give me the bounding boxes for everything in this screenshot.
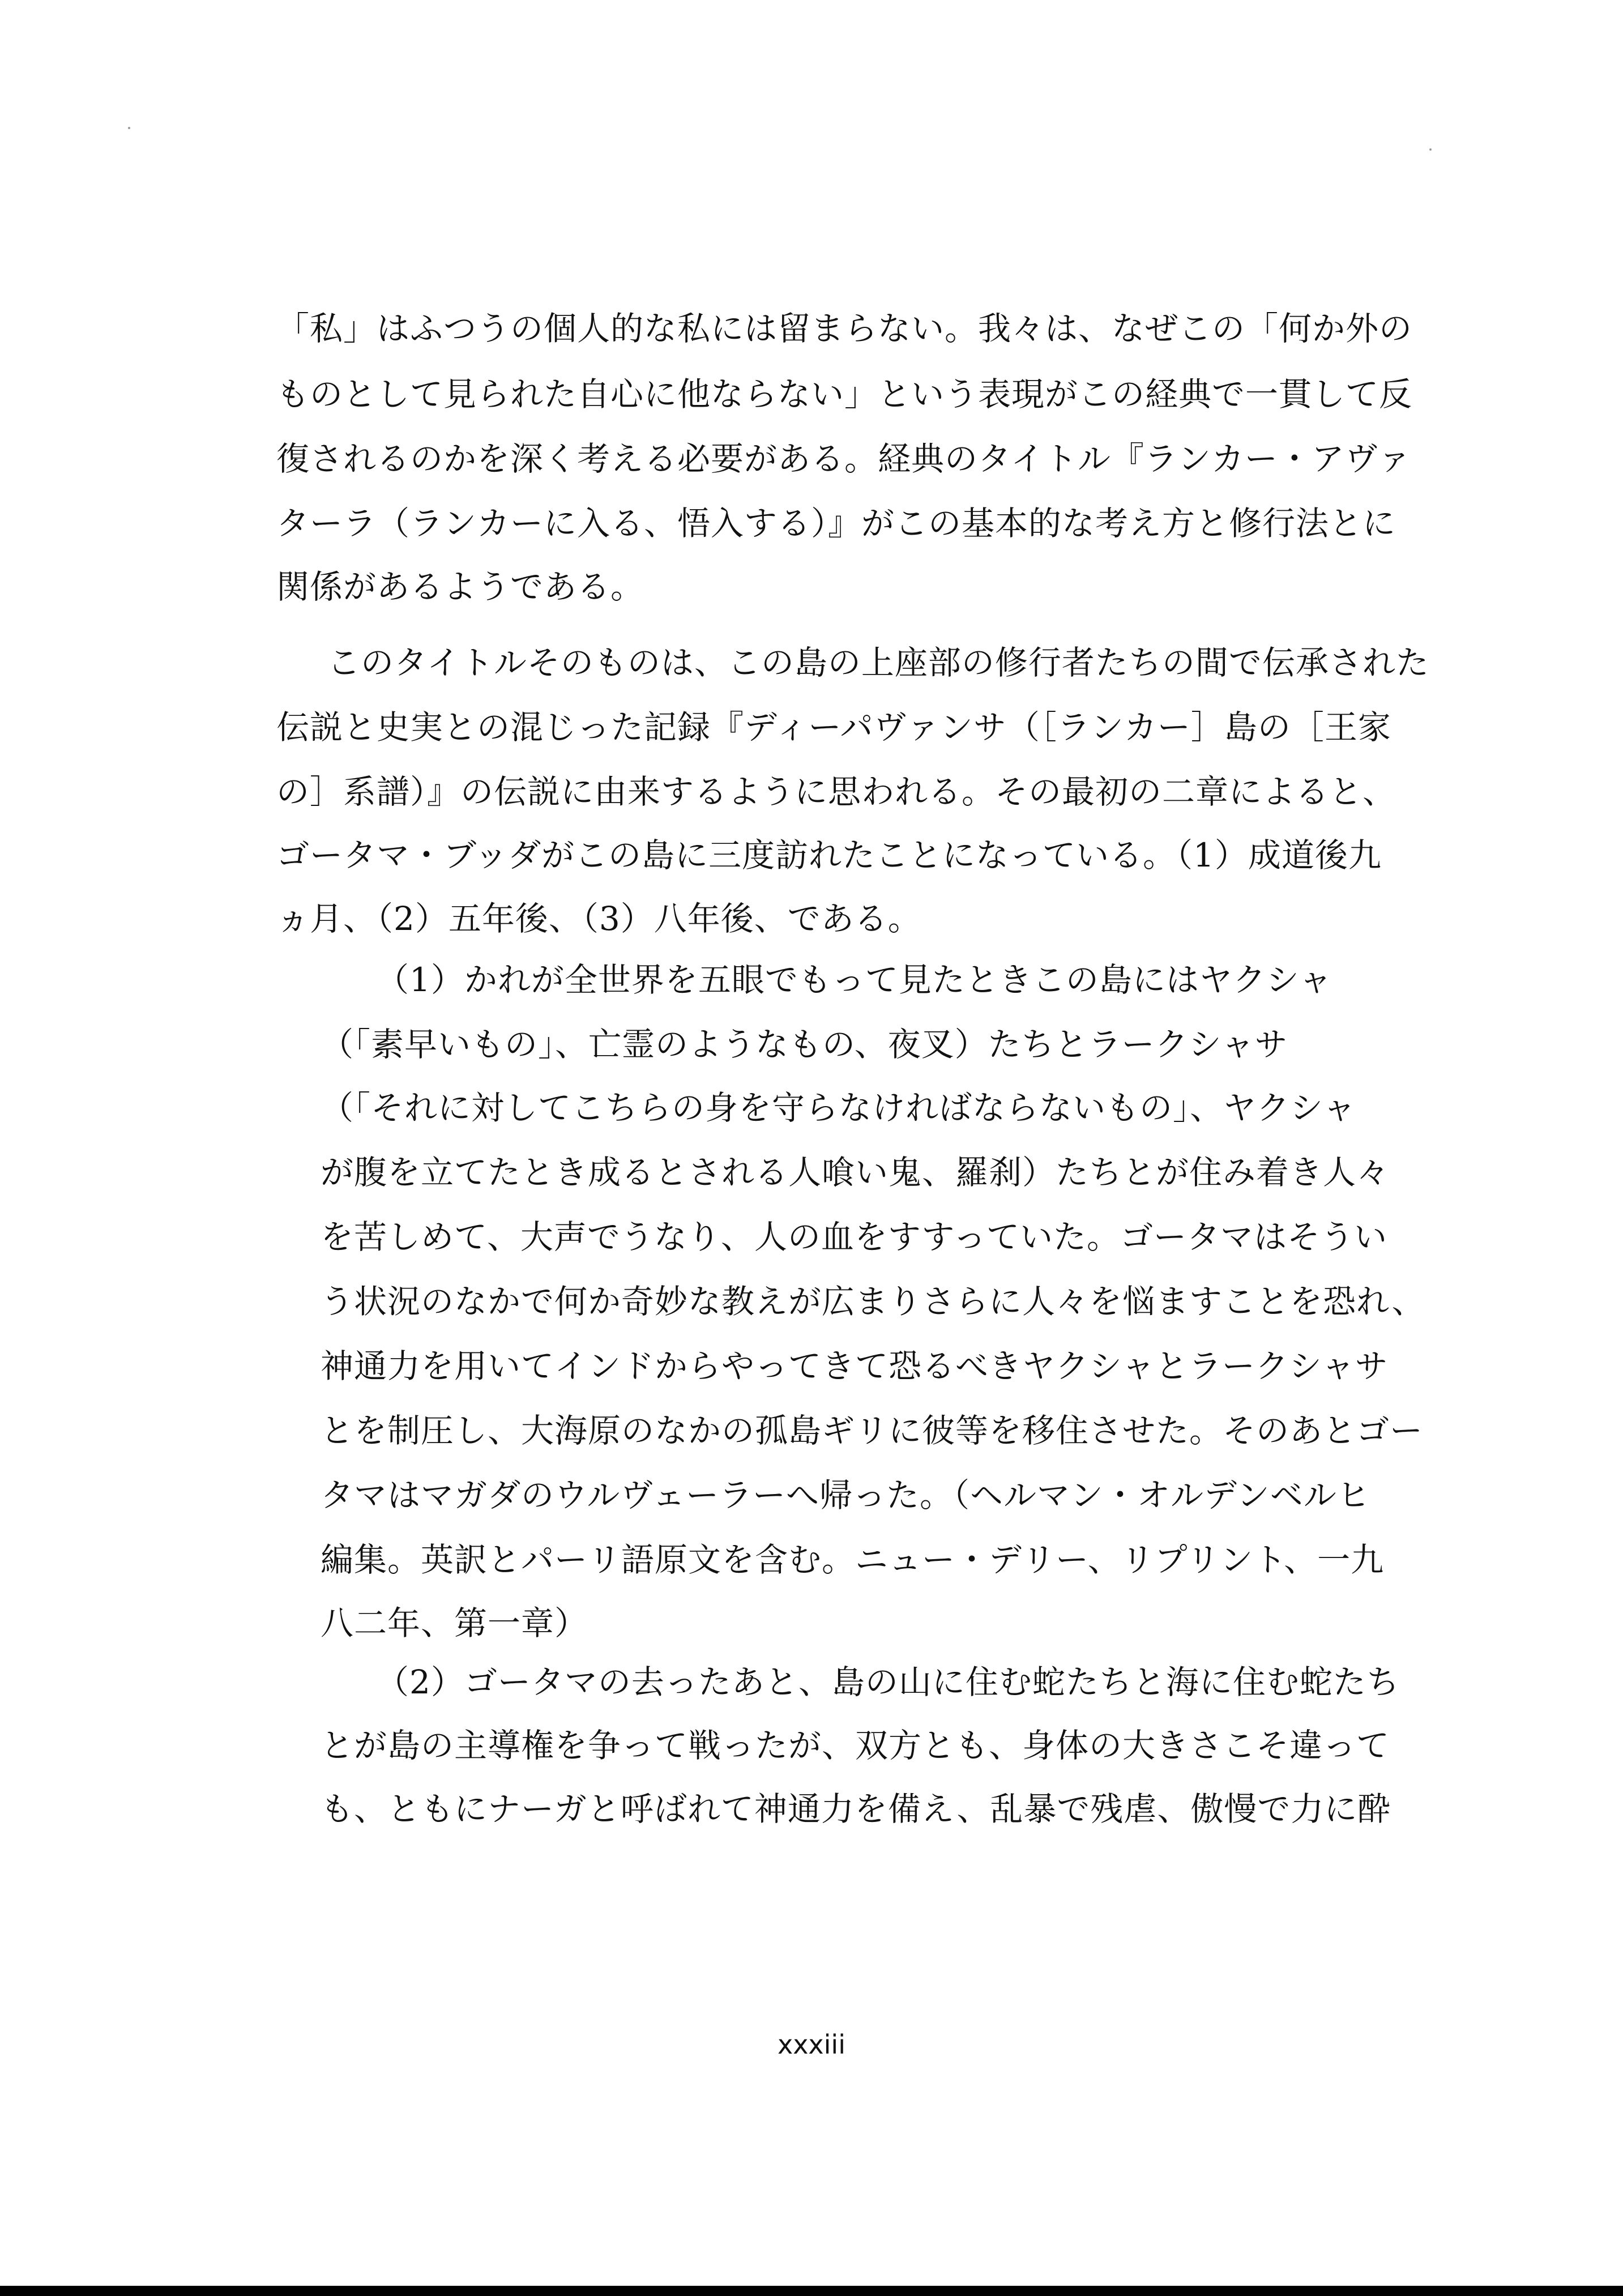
text-line: も、ともにナーガと呼ばれて神通力を備え、乱暴で残虐、傲慢で力に酔 bbox=[321, 1790, 1391, 1828]
text-line: とが島の主導権を争って戦ったが、双方とも、身体の大きさこそ違って bbox=[321, 1726, 1390, 1765]
scan-speck bbox=[128, 127, 130, 129]
text-line: を苦しめて、大声でうなり、人の血をすすっていた。ゴータマはそうい bbox=[321, 1218, 1387, 1256]
text-line: ターラ（ランカーに入る、悟入する）』がこの基本的な考え方と修行法とに bbox=[276, 504, 1396, 543]
text-line: 伝説と史実との混じった記録『ディーパヴァンサ（［ランカー］島の［王家 bbox=[276, 708, 1391, 746]
text-line: の］系譜）』の伝説に由来するように思われる。その最初の二章によると、 bbox=[276, 773, 1396, 811]
text-line: ものとして見られた自心に他ならない」という表現がこの経典で一貫して反 bbox=[276, 375, 1413, 413]
text-line: が腹を立てたとき成るとされる人喰い鬼、羅刹）たちとが住み着き人々 bbox=[321, 1153, 1390, 1192]
text-line: 八二年、第一章） bbox=[321, 1604, 588, 1642]
text-line: 編集。英訳とパーリ語原文を含む。ニュー・デリー、リプリント、一九 bbox=[321, 1540, 1385, 1579]
text-line: （1）かれが全世界を五眼でもって見たときこの島にはヤクシャ bbox=[376, 961, 1332, 999]
text-line: ヵ月、（2）五年後、（3）八年後、である。 bbox=[276, 899, 921, 938]
scan-edge bbox=[0, 2286, 1623, 2296]
text-line: 神通力を用いてインドからやってきて恐るべきヤクシャとラークシャサ bbox=[321, 1347, 1389, 1385]
text-line: （「それに対してこちらの身を守らなければならないもの」、ヤクシャ bbox=[321, 1089, 1356, 1127]
text-line: タマはマガダのウルヴェーラーへ帰った。（ヘルマン・オルデンベルヒ bbox=[321, 1476, 1370, 1514]
text-line: とを制圧し、大海原のなかの孤島ギリに彼等を移住させた。そのあとゴー bbox=[321, 1411, 1424, 1450]
text-line: （2）ゴータマの去ったあと、島の山に住む蛇たちと海に住む蛇たち bbox=[376, 1663, 1400, 1701]
scan-speck bbox=[1429, 148, 1432, 151]
text-line: う状況のなかで何か奇妙な教えが広まりさらに人々を悩ますことを恐れ、 bbox=[321, 1282, 1425, 1321]
text-line: 復されるのかを深く考える必要がある。経典のタイトル『ランカー・アヴァ bbox=[276, 439, 1412, 478]
page-number: xxxiii bbox=[777, 2029, 845, 2060]
text-line: 「私」はふつうの個人的な私には留まらない。我々は、なぜこの「何か外の bbox=[276, 309, 1413, 348]
text-line: ゴータマ・ブッダがこの島に三度訪れたことになっている。（1）成道後九 bbox=[276, 836, 1382, 874]
text-line: 関係があるようである。 bbox=[276, 567, 644, 606]
text-line: このタイトルそのものは、この島の上座部の修行者たちの間で伝承された bbox=[327, 643, 1429, 682]
text-line: （「素早いもの」、亡霊のようなもの、夜叉）たちとラークシャサ bbox=[321, 1025, 1288, 1064]
